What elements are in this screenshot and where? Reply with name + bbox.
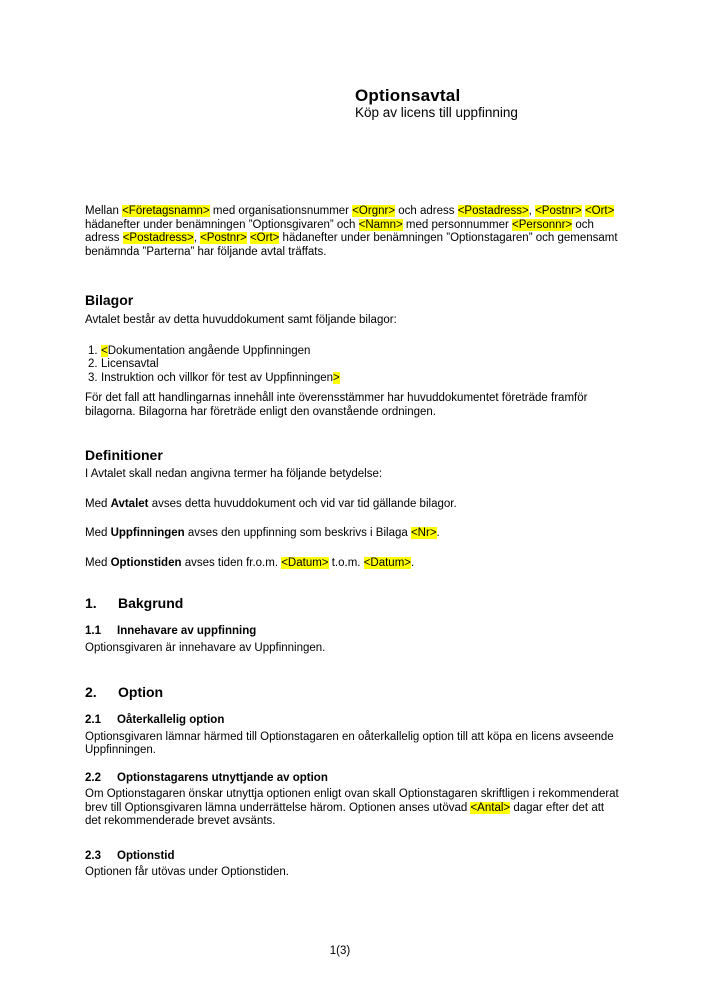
text-run: Med: [85, 497, 111, 510]
text-run: Dokumentation angående Uppfinningen: [107, 344, 311, 357]
definition-uppfinningen: [85, 527, 619, 541]
definitions-intro: I Avtalet skall nedan angivna termer ha följande betydelse:: [85, 468, 383, 480]
placeholder-field: <Antal>: [470, 801, 511, 814]
heading-definitioner: Definitioner: [85, 447, 163, 463]
placeholder-field: <Postnr>: [535, 205, 582, 217]
text-run: Med: [85, 527, 111, 539]
placeholder-field: >: [333, 371, 340, 384]
section-heading: [85, 595, 619, 611]
subsection-body: [85, 788, 619, 829]
text-run: Optionsgivaren lämnar härmed till Optionstagaren en oåterkallelig option till att köpa en licens avseende Uppfinningen.: [85, 730, 614, 756]
attachment-list: [88, 345, 619, 386]
document-subtitle: Köp av licens till uppfinning: [355, 105, 518, 120]
text-run: avses tiden fr.o.m.: [181, 556, 282, 569]
document-header: [355, 0, 619, 121]
list-item-number: 3.: [88, 371, 98, 384]
subsection-heading: [85, 850, 619, 864]
list-item: [88, 372, 619, 386]
section-number: 1.: [85, 595, 97, 611]
bilagor-intro: Avtalet består av detta huvuddokument samt följande bilagor:: [85, 314, 397, 326]
list-item-text: [101, 358, 159, 372]
section-title: Bakgrund: [118, 595, 184, 611]
text-run: och adress: [395, 205, 458, 217]
subsection-body: [85, 731, 619, 758]
text-run: Optionen får utövas under Optionstiden.: [85, 866, 289, 878]
placeholder-field: <Postadress>: [122, 232, 194, 244]
text-run: Om Optionstagaren önskar utnyttja optionen enligt ovan skall Optionstagaren skriftligen i rekommenderat brev till Optionsgivaren lämna underrättelse härom. Optionen anses utövad: [85, 788, 619, 814]
heading-bilagor: Bilagor: [85, 292, 134, 308]
section-bakgrund: [85, 595, 619, 655]
subsection-title: Innehavare av uppfinning: [117, 625, 257, 637]
definition-optionstiden: [85, 557, 619, 571]
text-run: ,: [193, 232, 201, 244]
placeholder-field: <Ort>: [249, 232, 280, 244]
subsection-title: Oåterkallelig option: [117, 714, 225, 726]
subsection-number: 1.1: [85, 625, 101, 637]
defined-term: Uppfinningen: [110, 527, 185, 539]
placeholder-field: <Datum>: [363, 556, 411, 569]
list-item-text: [101, 345, 310, 359]
subsection-heading: [85, 625, 619, 639]
subsection-number: 2.2: [85, 771, 101, 784]
section-heading: [85, 684, 619, 700]
text-run: .: [411, 556, 415, 569]
subsection-title: Optionstagarens utnyttjande av option: [117, 771, 328, 784]
placeholder-field: <Postadress>: [457, 205, 529, 217]
text-run: Licensavtal: [101, 358, 159, 370]
text-run: med organisationsnummer: [209, 205, 353, 217]
definition-avtalet: [85, 498, 619, 512]
precedence-paragraph: För det fall att handlingarnas innehåll inte överensstämmer har huvuddokumentet företräde framför bilagorna. Bilagorna har företräde enligt den ovanstående ordningen.: [85, 392, 588, 418]
placeholder-field: <Namn>: [358, 218, 403, 231]
placeholder-field: <Postnr>: [200, 232, 247, 244]
list-item-number: 1.: [88, 344, 98, 357]
subsection-title: Optionstid: [117, 849, 175, 862]
subsection-body: [85, 642, 619, 656]
text-run: Instruktion och villkor för test av Uppfinningen: [101, 371, 334, 384]
placeholder-field: <: [101, 344, 108, 357]
section-option: [85, 684, 619, 880]
text-run: Optionsgivaren är innehavare av Uppfinningen.: [85, 641, 326, 654]
text-run: dagar efter det att det rekommenderade brevet avsänts.: [85, 801, 605, 827]
text-run: .: [436, 527, 440, 539]
list-item-text: [101, 372, 340, 386]
list-item: [88, 345, 619, 359]
document-title: Optionsavtal: [355, 86, 461, 105]
placeholder-field: <Personnr>: [512, 218, 573, 231]
placeholder-field: <Nr>: [410, 527, 437, 539]
subsection-number: 2.1: [85, 714, 101, 726]
list-item: [88, 358, 619, 372]
text-run: Med: [85, 556, 111, 569]
subsection-number: 2.3: [85, 849, 101, 862]
list-item-number: 2.: [88, 358, 98, 370]
text-run: Mellan: [85, 205, 123, 217]
text-run: avses detta huvuddokument och vid var tid gällande bilagor.: [148, 497, 457, 510]
placeholder-field: <Ort>: [584, 205, 615, 217]
text-run: ,: [528, 205, 536, 217]
placeholder-field: <Orgnr>: [352, 205, 396, 217]
defined-term: Optionstiden: [110, 556, 182, 569]
subsection-heading: [85, 714, 619, 728]
section-number: 2.: [85, 684, 97, 700]
section-title: Option: [118, 684, 164, 700]
text-run: hädanefter under benämningen ”Optionstagaren” och gemensamt benämnda ”Parterna” har följande avtal träffats.: [85, 232, 618, 258]
text-run: t.o.m.: [328, 556, 364, 569]
defined-term: Avtalet: [110, 497, 149, 510]
text-run: avses den uppfinning som beskrivs i Bilaga: [184, 527, 411, 539]
subsection-heading: [85, 772, 619, 786]
page-number: 1(3): [329, 945, 351, 957]
subsection-body: [85, 866, 619, 880]
placeholder-field: <Företagsnamn>: [122, 205, 210, 217]
text-run: hädanefter under benämningen ”Optionsgivaren” och: [85, 218, 359, 231]
intro-paragraph: [85, 205, 619, 259]
text-run: med personnummer: [402, 218, 513, 231]
text-run: och adress: [85, 218, 594, 244]
document-content: [85, 0, 619, 880]
placeholder-field: <Datum>: [281, 556, 329, 569]
